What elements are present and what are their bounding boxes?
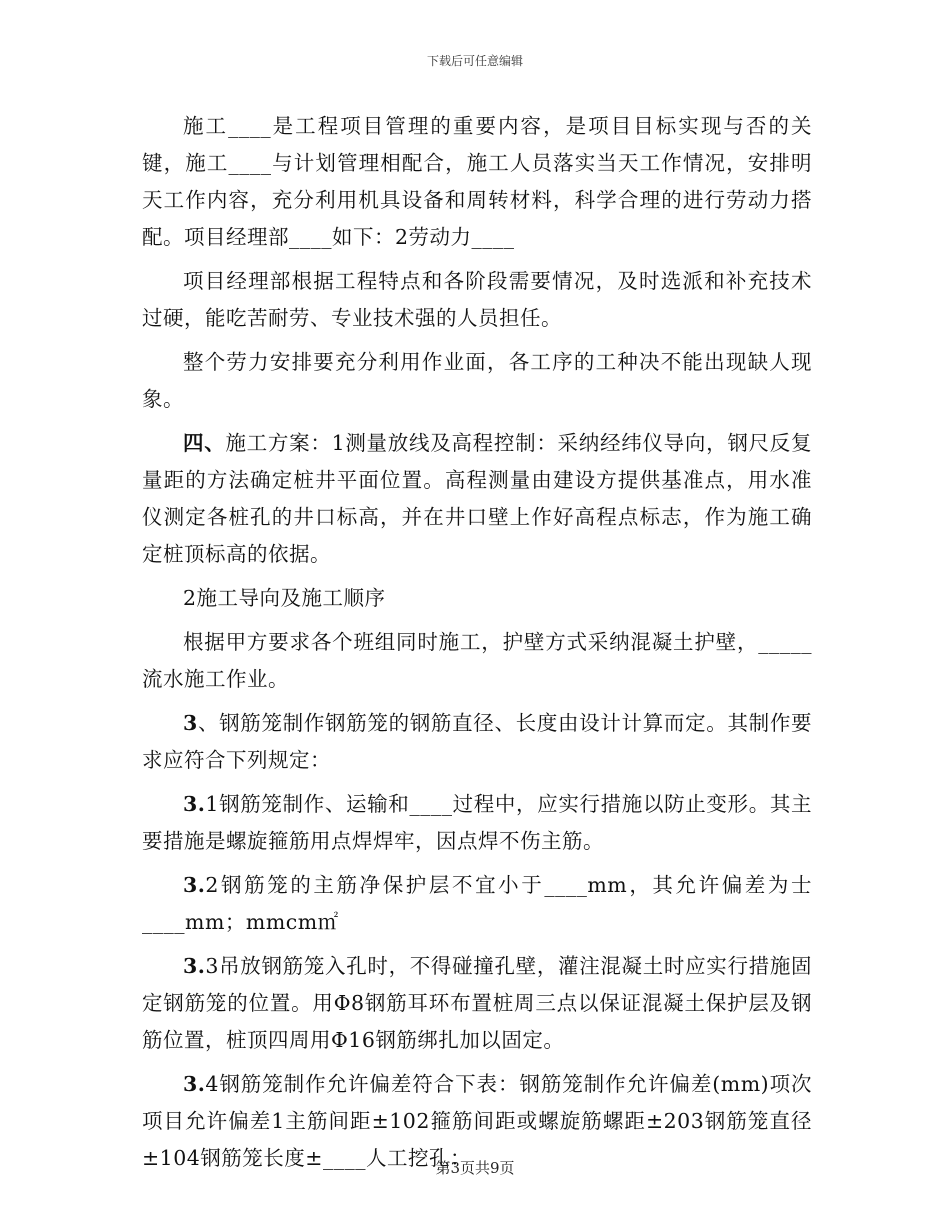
page-header: 下载后可任意编辑 — [426, 54, 523, 68]
paragraph-text: 4钢筋笼制作允许偏差符合下表：钢筋笼制作允许偏差(mm)项次项目允许偏差1主筋间距±102箍筋间距或螺旋筋螺距±203钢筋笼直径±104钢筋笼长度±____人工挖孔： — [142, 1072, 812, 1170]
section-number: 3. — [183, 1072, 206, 1096]
paragraph-text: 3吊放钢筋笼入孔时，不得碰撞孔壁，灌注混凝土时应实行措施固定钢筋笼的位置。用Φ8钢筋耳环布置桩周三点以保证混凝土保护层及钢筋位置，桩顶四周用Φ16钢筋绑扎加以固定。 — [142, 954, 812, 1052]
section-number: 3. — [183, 873, 206, 897]
paragraph-text: 项目经理部根据工程特点和各阶段需要情况，及时选派和补充技术过硬，能吃苦耐劳、专业技术强的人员担任。 — [142, 269, 812, 330]
paragraph-10 — [142, 948, 812, 1059]
paragraph-8 — [142, 786, 812, 860]
paragraph-text: 2施工导向及施工顺序 — [183, 586, 386, 610]
section-number: 3. — [183, 954, 206, 978]
paragraph-text: 1钢筋笼制作、运输和____过程中，应实行措施以防止变形。其主要措施是螺旋箍筋用点焊焊牢，因点焊不伤主筋。 — [142, 792, 812, 853]
paragraph-text: 施工____是工程项目管理的重要内容，是项目目标实现与否的关键，施工____与计划管理相配合，施工人员落实当天工作情况，安排明天工作内容，充分利用机具设备和周转材料，科学合理的进行劳动力搭配。项目经理部____如下：2劳动力____ — [142, 114, 812, 249]
paragraph-1 — [142, 108, 812, 256]
paragraph-text: 2钢筋笼的主筋净保护层不宜小于____mm，其允许偏差为士____mm；mmcm㎡ — [142, 873, 812, 934]
paragraph-text: 根据甲方要求各个班组同时施工，护壁方式采纳混凝土护壁，_____流水施工作业。 — [142, 630, 812, 691]
paragraph-2 — [142, 263, 812, 337]
section-number: 3. — [183, 792, 206, 816]
paragraph-4-section-heading — [142, 425, 812, 573]
paragraph-7 — [142, 705, 812, 779]
section-number: 四、 — [183, 431, 226, 455]
paragraph-3 — [142, 344, 812, 418]
paragraph-text: 整个劳力安排要充分利用作业面，各工序的工种决不能出现缺人现象。 — [142, 350, 812, 411]
section-number: 3 — [183, 711, 198, 735]
paragraph-text: 施工方案：1测量放线及高程控制：采纳经纬仪导向，钢尺反复量距的方法确定桩井平面位置。高程测量由建设方提供基准点，用水准仪测定各桩孔的井口标高，并在井口壁上作好高程点标志，作为施工确定桩顶标高的依据。 — [142, 431, 813, 566]
page-footer: 第3页共9页 — [435, 1159, 515, 1177]
paragraph-5 — [142, 580, 812, 617]
paragraph-text: 、钢筋笼制作钢筋笼的钢筋直径、长度由设计计算而定。其制作要求应符合下列规定： — [142, 711, 812, 772]
paragraph-6 — [142, 624, 812, 698]
document-body — [142, 108, 812, 1184]
paragraph-9 — [142, 867, 812, 941]
